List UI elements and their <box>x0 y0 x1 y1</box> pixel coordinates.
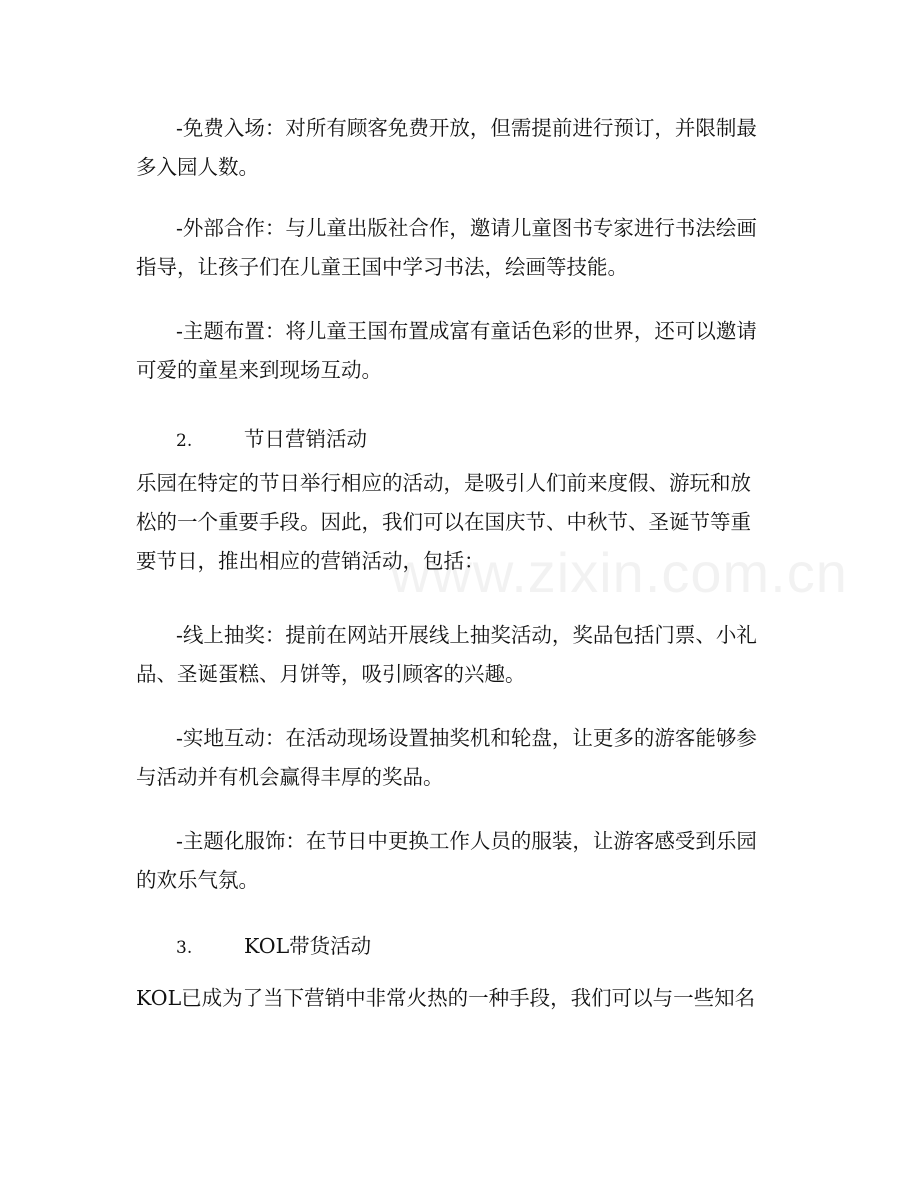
section-2-intro <box>136 464 784 581</box>
section-number: 2. <box>176 431 193 451</box>
bullet-paragraph-external-cooperation <box>136 209 784 287</box>
watermark: www.zixin.com.cn <box>390 541 848 604</box>
text-line: -实地互动：在活动现场设置抽奖机和轮盘，让更多的游客能够参 <box>176 726 757 750</box>
text-line: 乐园在特定的节日举行相应的活动，是吸引人们前来度假、游玩和放 <box>136 471 751 495</box>
text-line: 松的一个重要手段。因此，我们可以在国庆节、中秋节、圣诞节等重 <box>136 510 751 534</box>
section-title: 节日营销活动 <box>244 427 367 451</box>
section-heading-3 <box>176 931 371 963</box>
text-line: 品、圣诞蛋糕、月饼等，吸引顾客的兴趣。 <box>136 662 526 686</box>
text-line: -线上抽奖：提前在网站开展线上抽奖活动，奖品包括门票、小礼 <box>176 623 757 647</box>
text-line: -主题化服饰：在节日中更换工作人员的服装，让游客感受到乐园 <box>176 829 757 853</box>
section-heading-2 <box>176 424 367 456</box>
text-line: 多入园人数。 <box>136 155 259 179</box>
text-line: 指导，让孩子们在儿童王国中学习书法，绘画等技能。 <box>136 255 628 279</box>
text-line: -免费入场：对所有顾客免费开放，但需提前进行预订，并限制最 <box>176 116 757 140</box>
text-line: 可爱的童星来到现场互动。 <box>136 358 382 382</box>
text-line: 的欢乐气氛。 <box>136 868 259 892</box>
bullet-paragraph-theme-decoration <box>136 312 784 390</box>
text-line: 要节日，推出相应的营销活动，包括： <box>136 549 485 573</box>
bullet-paragraph-free-entry <box>136 109 784 187</box>
bullet-paragraph-online-lottery <box>136 616 784 694</box>
bullet-paragraph-onsite-interaction <box>136 719 784 797</box>
section-number: 3. <box>176 938 193 958</box>
section-title: KOL带货活动 <box>244 934 372 958</box>
text-line: -外部合作：与儿童出版社合作，邀请儿童图书专家进行书法绘画 <box>176 216 757 240</box>
text-line: KOL已成为了当下营销中非常火热的一种手段，我们可以与一些知名 <box>136 986 756 1010</box>
text-line: -主题布置：将儿童王国布置成富有童话色彩的世界，还可以邀请 <box>176 319 757 343</box>
section-3-intro <box>136 979 784 1018</box>
bullet-paragraph-themed-costume <box>136 822 784 900</box>
text-line: 与活动并有机会赢得丰厚的奖品。 <box>136 765 444 789</box>
